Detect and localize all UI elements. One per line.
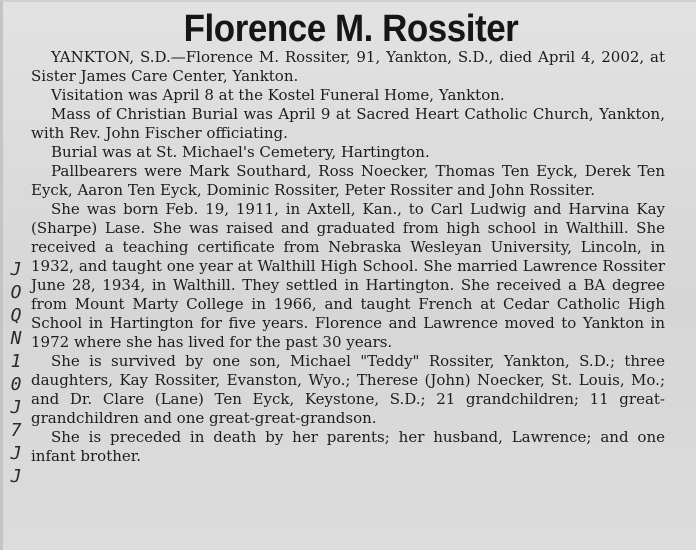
handwritten-char: J [10,443,22,464]
handwritten-char: 1 [10,351,22,372]
paragraph-preceded: She is preceded in death by her parents; her husband, Lawrence; and one infant brother. [31,428,665,465]
handwritten-char: 7 [10,420,22,441]
paragraph-biography: She was born Feb. 19, 1911, in Axtell, Kan., to Carl Ludwig and Harvina Kay (Sharpe) Lase. She was raised and graduated from high school in Walthill. She received a teaching certificate from Nebraska Wesleyan University, Lincoln, in 1932, and taught one year at Walthill High School. She married Lawrence Rossiter June 28, 1934, in Walthill. They settled in Hartington. She received a BA degree from Mount Marty College in 1966, and taught French at Cedar Catholic High School in Hartington for five years. Florence and Lawrence moved to Yankton in 1972 where she has lived for the past 30 years. [31,200,665,351]
handwritten-char: O [10,282,22,303]
paragraph-survivors: She is survived by one son, Michael "Teddy" Rossiter, Yankton, S.D.; three daughters, Kay Rossiter, Evanston, Wyo.; Therese (John) Noecker, St. Louis, Mo.; and Dr. Clare (Lane) Ten Eyck, Keystone, S.D.; 21 grandchildren; 11 great-grandchildren and one great-great-grandson. [31,352,665,427]
handwritten-char: J [10,259,22,280]
obituary-headline: Florence M. Rossiter [183,8,519,50]
handwritten-margin-note [5,258,27,488]
paragraph-mass: Mass of Christian Burial was April 9 at Sacred Heart Catholic Church, Yankton, with Rev. John Fischer officiating. [31,105,665,142]
obituary-body [31,48,665,466]
handwritten-char: 0 [10,374,22,395]
handwritten-char: J [10,466,22,487]
handwritten-char: J [10,397,22,418]
handwritten-char: Q [10,305,22,326]
paragraph-death-notice: YANKTON, S.D.—Florence M. Rossiter, 91, Yankton, S.D., died April 4, 2002, at Sister James Care Center, Yankton. [31,48,665,85]
paragraph-pallbearers: Pallbearers were Mark Southard, Ross Noecker, Thomas Ten Eyck, Derek Ten Eyck, Aaron Ten Eyck, Dominic Rossiter, Peter Rossiter and John Rossiter. [31,162,665,199]
handwritten-char: N [10,328,22,349]
paragraph-visitation: Visitation was April 8 at the Kostel Funeral Home, Yankton. [51,86,505,104]
paragraph-burial: Burial was at St. Michael's Cemetery, Hartington. [51,143,430,161]
